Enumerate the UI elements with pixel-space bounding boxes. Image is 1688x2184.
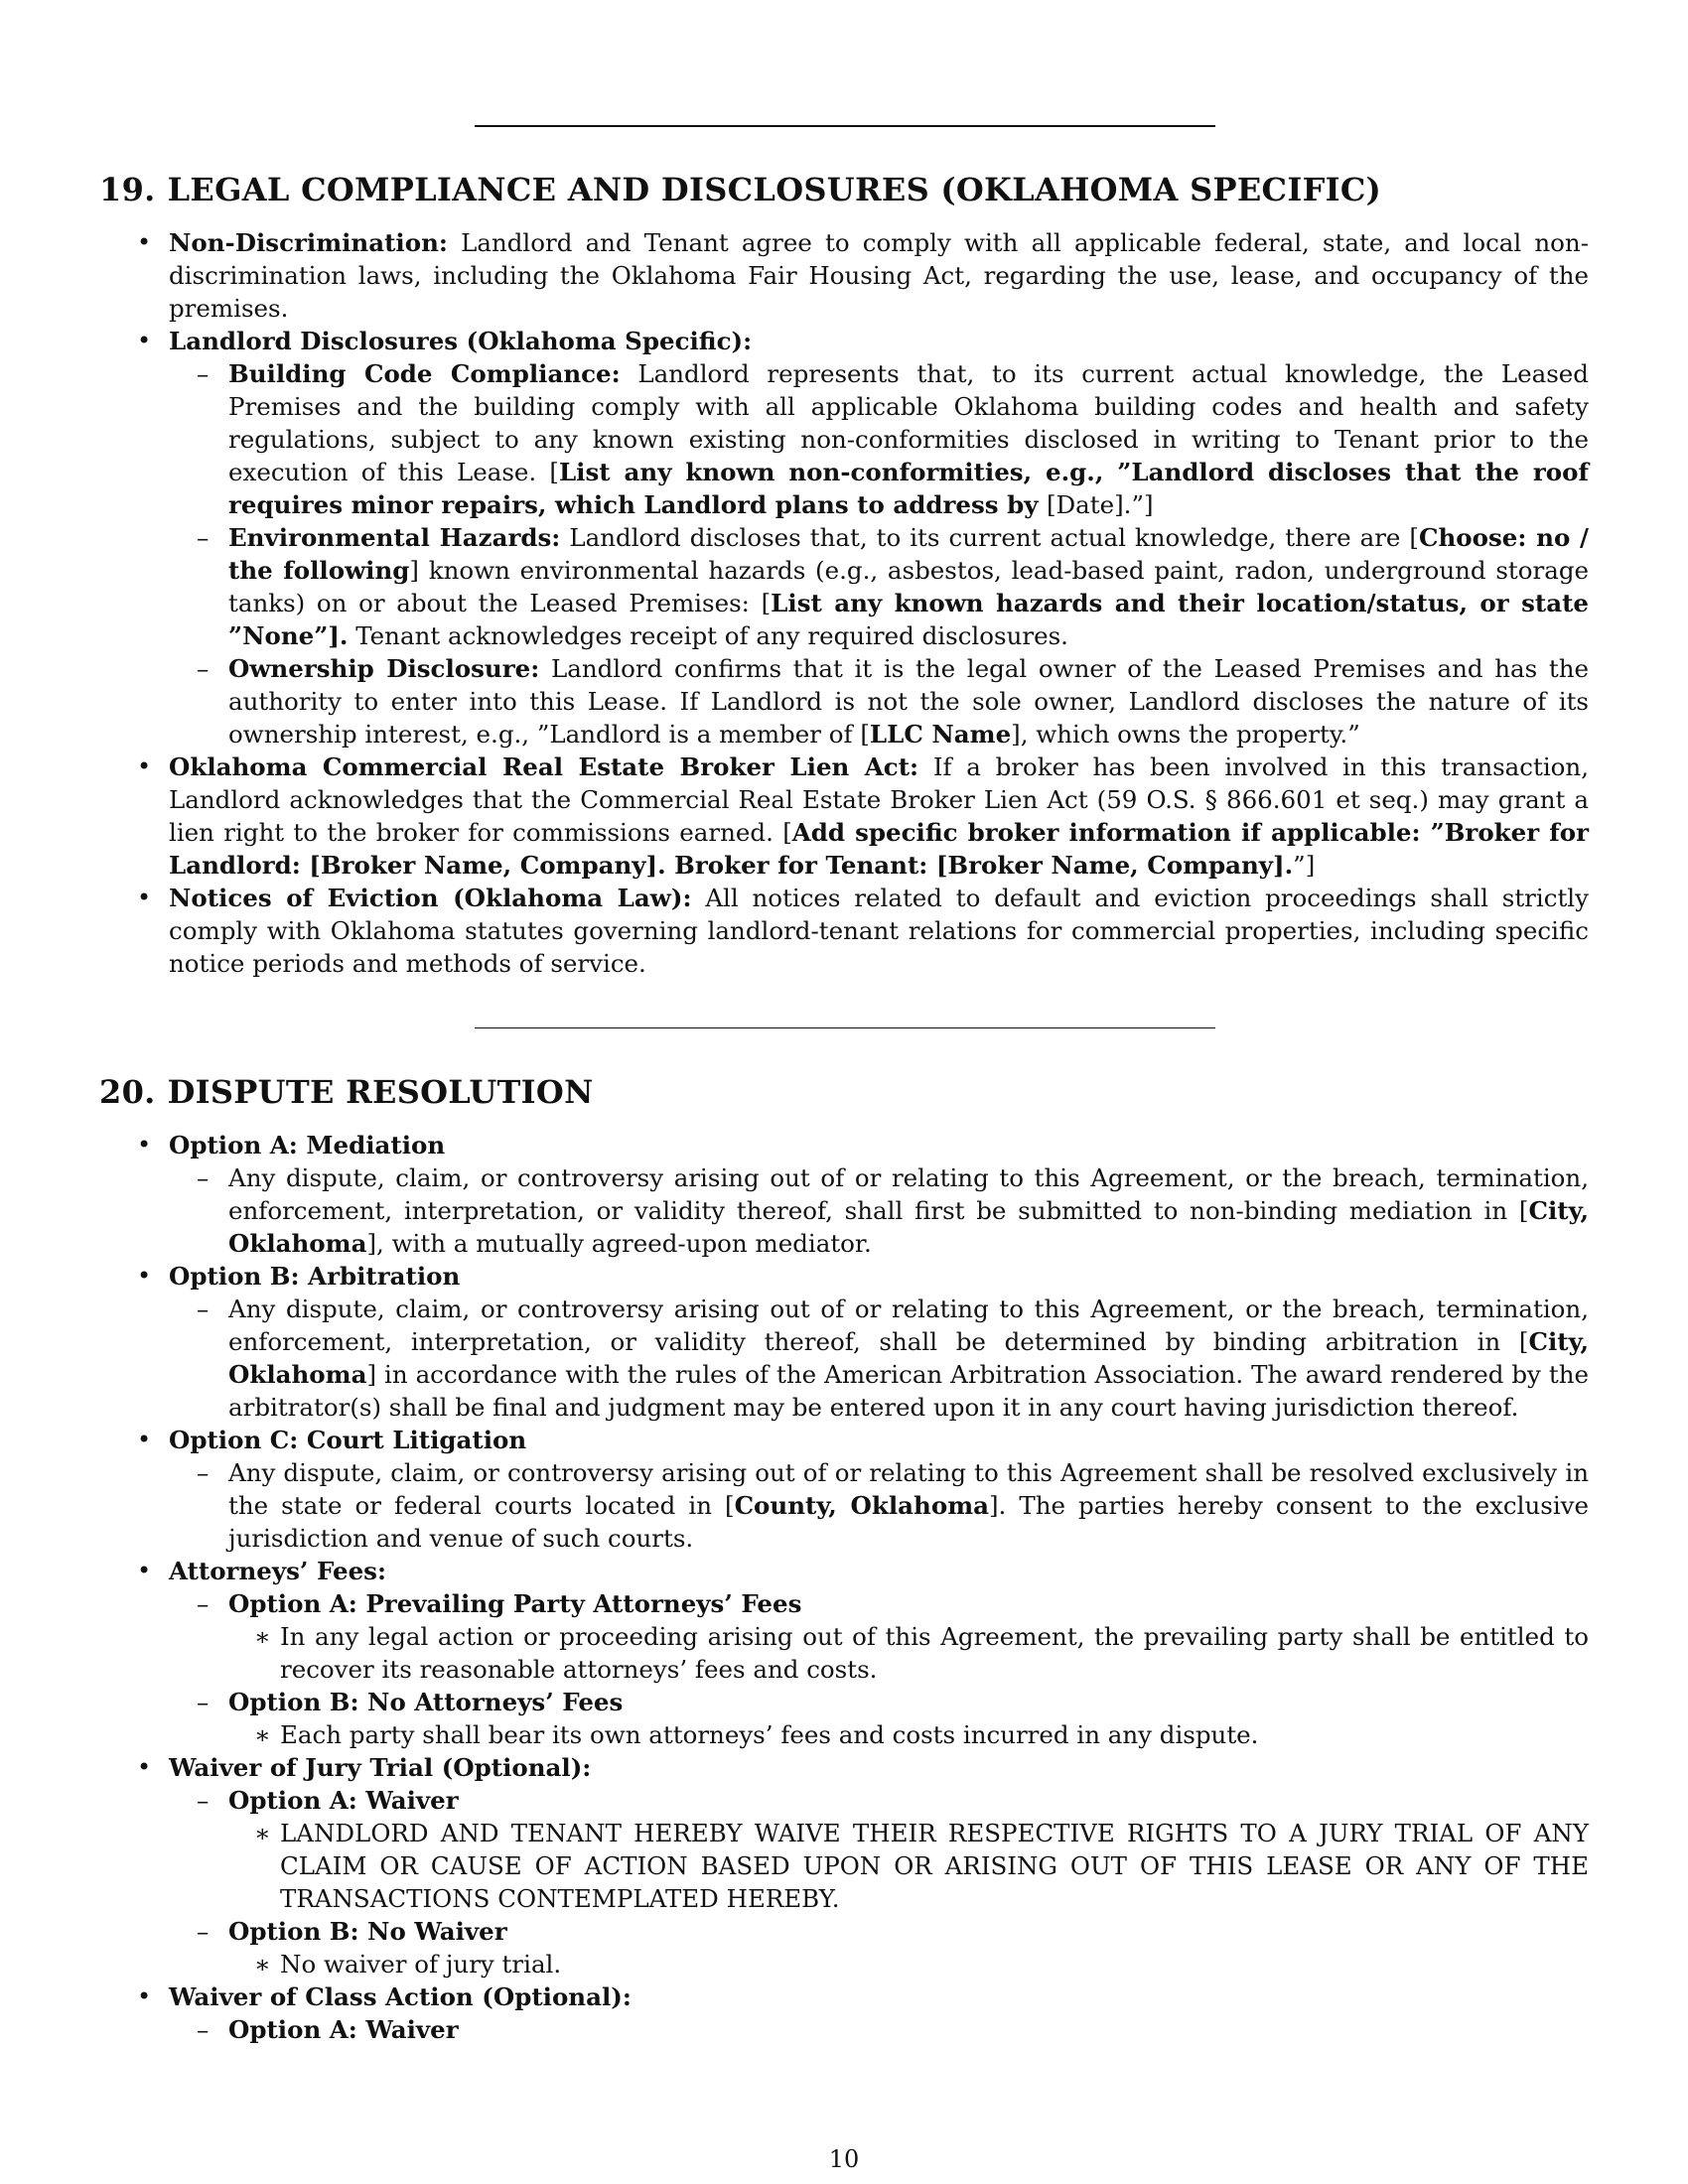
- item-label: Option A: Prevailing Party Attorneys’ Fees: [228, 1589, 802, 1618]
- item-label: Attorneys’ Fees:: [169, 1557, 387, 1585]
- jury-waiver-item: [99, 1751, 1589, 1980]
- page-number: 10: [828, 2145, 860, 2173]
- class-action-waiver-option-a: [169, 2013, 1589, 2046]
- item-text: Tenant acknowledges receipt of any required disclosures.: [348, 621, 1068, 650]
- section-divider: [475, 1027, 1215, 1028]
- section-20-heading: [99, 1073, 594, 1111]
- item-text: ”]: [1131, 490, 1154, 519]
- landlord-disclosures-item: [99, 325, 1589, 751]
- section-19-heading: [99, 171, 1381, 208]
- item-label: Non-Discrimination:: [169, 228, 448, 257]
- section-divider: [475, 125, 1215, 127]
- llc-placeholder: LLC Name: [869, 720, 1012, 749]
- item-label: Environmental Hazards:: [228, 523, 561, 552]
- item-label: Waiver of Class Action (Optional):: [169, 1982, 632, 2011]
- item-text: All notices related to default and eviction proceedings shall strictly comply with Oklahoma statutes governing landlord-tenant relations for commercial properties, including specific notice periods and methods of service.: [169, 884, 1589, 978]
- item-label: Oklahoma Commercial Real Estate Broker Lien Act:: [169, 752, 919, 781]
- ownership-disclosure-item: [169, 652, 1589, 751]
- item-text: Landlord discloses that, to its current actual knowledge, there are [: [569, 523, 1419, 552]
- item-text: ] known environmental hazards (e.g., asbestos, lead-based paint, radon, underground storage tanks) on or about the Leased Premises: [: [228, 556, 1589, 617]
- jury-waiver-option-a-text: ∗ LANDLORD AND TENANT HEREBY WAIVE THEIR RESPECTIVE RIGHTS TO A JURY TRIAL OF ANY CLAIM OR CAUSE OF ACTION BASED UPON OR ARISING OUT OF THIS LEASE OR ANY OF THE TRANSACTIONS CONTEMPLATED HEREBY.: [228, 1817, 1589, 1915]
- attorneys-fees-option-b: [169, 1686, 1589, 1751]
- item-text: Landlord confirms that it is the legal owner of the Leased Premises and has the authority to enter into this Lease. If Landlord is not the sole owner, Landlord discloses the nature of its ownership interest, e.g., ”Landlord is a member of [: [228, 654, 1589, 749]
- attorneys-fees-item: [99, 1555, 1589, 1751]
- section-20-title: DISPUTE RESOLUTION: [167, 1073, 594, 1111]
- court-litigation-option: [99, 1424, 1589, 1555]
- item-label: Option B: No Waiver: [228, 1917, 507, 1946]
- document-page: [99, 0, 1589, 2184]
- building-code-item: [169, 357, 1589, 521]
- item-label: Notices of Eviction (Oklahoma Law):: [169, 884, 692, 912]
- attorneys-fees-option-b-text: ∗ Each party shall bear its own attorneys’ fees and costs incurred in any dispute.: [228, 1718, 1589, 1751]
- item-text: Any dispute, claim, or controversy arising out of or relating to this Agreement, or the breach, termination, enforcement, interpretation, or validity thereof, shall first be submitted to non-binding mediation in [: [228, 1163, 1589, 1225]
- non-discrimination-item: [99, 226, 1589, 325]
- item-text: Landlord and Tenant agree to comply with all applicable federal, state, and local non-discrimination laws, including the Oklahoma Fair Housing Act, regarding the use, lease, and occupancy of the premises.: [169, 228, 1589, 323]
- item-text: Landlord represents that, to its current actual knowledge, the Leased Premises and the building comply with all applicable Oklahoma building codes and health and safety regulations, subject to any known existing non-conformities disclosed in writing to Tenant prior to the execution of this Lease. [: [228, 359, 1589, 486]
- environmental-hazards-item: [169, 521, 1589, 652]
- jury-waiver-option-b: [169, 1915, 1589, 1980]
- item-label: Option A: Mediation: [169, 1131, 446, 1160]
- jury-waiver-option-b-text: ∗ No waiver of jury trial.: [228, 1948, 1589, 1980]
- item-label: Option C: Court Litigation: [169, 1426, 527, 1454]
- item-text: ”]: [1293, 851, 1316, 880]
- item-text: ], which owns the property.”: [1011, 720, 1360, 749]
- item-text: Any dispute, claim, or controversy arising out of or relating to this Agreement, or the breach, termination, enforcement, interpretation, or validity thereof, shall be determined by binding arbitration in [: [228, 1295, 1589, 1356]
- mediation-text: [169, 1161, 1589, 1260]
- choice-placeholder: Choose: no / the following: [228, 523, 1589, 585]
- section-20-body: [99, 1129, 1589, 2046]
- county-placeholder: County, Oklahoma: [734, 1491, 989, 1520]
- item-label: Option A: Waiver: [228, 1786, 459, 1815]
- section-20-number: 20.: [99, 1073, 156, 1111]
- section-19-body: [99, 226, 1589, 980]
- court-litigation-text: [169, 1456, 1589, 1555]
- item-text: If a broker has been involved in this transaction, Landlord acknowledges that the Commercial Real Estate Broker Lien Act (59 O.S. § 866.601 et seq.) may grant a lien right to the broker for commissions earned. [: [169, 752, 1590, 847]
- eviction-notices-item: [99, 882, 1589, 980]
- attorneys-fees-option-a-text: ∗ In any legal action or proceeding arising out of this Agreement, the prevailing party shall be entitled to recover its reasonable attorneys’ fees and costs.: [228, 1620, 1589, 1686]
- item-label: Ownership Disclosure:: [228, 654, 540, 683]
- item-label: Waiver of Jury Trial (Optional):: [169, 1753, 592, 1782]
- arbitration-text: [169, 1293, 1589, 1424]
- placeholder-text: List any known non-conformities, e.g., ”Landlord discloses that the roof requires minor repairs, which Landlord plans to address by: [228, 458, 1589, 519]
- item-text: ], with a mutually agreed-upon mediator.: [366, 1229, 872, 1258]
- city-placeholder: City, Oklahoma: [228, 1327, 1589, 1389]
- item-text: Any dispute, claim, or controversy arising out of or relating to this Agreement shall be resolved exclusively in the state or federal courts located in [: [228, 1458, 1589, 1520]
- item-label: Option B: No Attorneys’ Fees: [228, 1688, 624, 1716]
- jury-waiver-option-a: [169, 1784, 1589, 1915]
- broker-placeholder: Add specific broker information if applicable: ”Broker for Landlord: [Broker Name, Company]. Broker for Tenant: [Broker Name, Company].: [169, 818, 1589, 880]
- broker-lien-item: [99, 751, 1589, 882]
- item-text: ] in accordance with the rules of the American Arbitration Association. The award rendered by the arbitrator(s) shall be final and judgment may be entered upon it in any court having jurisdiction thereof.: [228, 1360, 1589, 1422]
- class-action-waiver-item: [99, 1980, 1589, 2046]
- section-19-number: 19.: [99, 171, 156, 208]
- section-19-title: LEGAL COMPLIANCE AND DISCLOSURES (OKLAHOMA SPECIFIC): [167, 171, 1382, 208]
- mediation-option: [99, 1129, 1589, 1260]
- item-label: Building Code Compliance:: [228, 359, 621, 388]
- city-placeholder: City, Oklahoma: [228, 1196, 1589, 1258]
- attorneys-fees-option-a: [169, 1587, 1589, 1686]
- item-label: Option B: Arbitration: [169, 1262, 461, 1291]
- date-placeholder: [Date].: [1046, 490, 1132, 519]
- item-label: Option A: Waiver: [228, 2015, 459, 2044]
- item-text: ]. The parties hereby consent to the exclusive jurisdiction and venue of such courts.: [228, 1491, 1590, 1553]
- arbitration-option: [99, 1260, 1589, 1424]
- hazard-placeholder: List any known hazards and their location/status, or state ”None”].: [228, 589, 1589, 650]
- item-label: Landlord Disclosures (Oklahoma Specific):: [169, 327, 753, 355]
